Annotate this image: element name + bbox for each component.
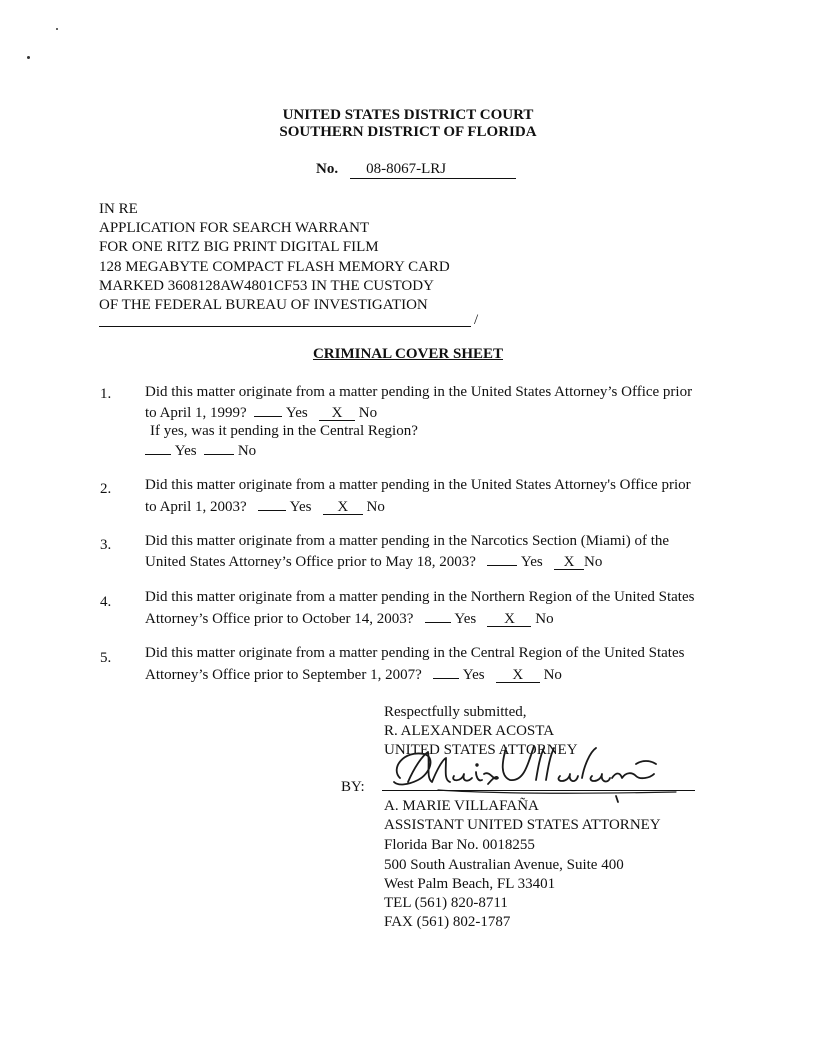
question-text: United States Attorney’s Office prior to May 18, 2003? (145, 554, 476, 570)
us-attorney-name: R. ALEXANDER ACOSTA (384, 723, 555, 739)
caption-line: OF THE FEDERAL BUREAU OF INVESTIGATION (99, 296, 428, 313)
x-mark: X (512, 667, 524, 683)
yes-blank (258, 496, 286, 511)
x-mark: X (504, 611, 515, 627)
bar-number: Florida Bar No. 0018255 (384, 837, 535, 853)
caption-rule (99, 326, 471, 327)
fax: FAX (561) 802-1787 (384, 914, 511, 930)
us-attorney-title: UNITED STATES ATTORNEY (384, 742, 578, 758)
by-label: BY: (341, 779, 365, 795)
caption-line: APPLICATION FOR SEARCH WARRANT (99, 220, 370, 237)
question-text: to April 1, 1999? (145, 405, 247, 421)
no-blank (496, 668, 540, 683)
question-text: Did this matter originate from a matter pending in the Central Region of the United States (145, 645, 685, 661)
question-text: Did this matter originate from a matter pending in the Narcotics Section (Miami) of the (145, 533, 670, 549)
scan-speck (56, 28, 58, 30)
question-number: 2. (100, 481, 112, 497)
x-mark: X (563, 554, 575, 570)
case-caption (99, 200, 450, 315)
telephone: TEL (561) 820-8711 (384, 895, 508, 911)
yes-blank (425, 608, 451, 623)
no-blank (554, 555, 584, 570)
closing: Respectfully submitted, (384, 704, 527, 720)
caption-line: 128 MEGABYTE COMPACT FLASH MEMORY CARD (99, 258, 450, 275)
no-label: No (366, 499, 385, 515)
question-answer-line (145, 496, 385, 517)
caption-line: IN RE (99, 201, 138, 217)
sub-question-answer-line (145, 440, 256, 461)
no-blank (319, 406, 355, 421)
question-answer-line (145, 608, 554, 629)
no-label: No (358, 405, 378, 421)
signer-title: ASSISTANT UNITED STATES ATTORNEY (384, 817, 661, 833)
question-number: 5. (100, 650, 112, 666)
no-blank (487, 612, 531, 627)
caption-line: MARKED 3608128AW4801CF53 IN THE CUSTODY (99, 277, 434, 294)
address-line: 500 South Australian Avenue, Suite 400 (384, 857, 624, 873)
case-number-value: 08-8067-LRJ (350, 160, 516, 179)
no-label: No (535, 611, 554, 627)
x-mark: X (337, 499, 349, 515)
x-mark: X (331, 405, 343, 421)
yes-blank (433, 664, 459, 679)
no-label: No (584, 554, 603, 570)
question-text: Attorney’s Office prior to September 1, 2007? (145, 667, 422, 683)
no-blank (323, 500, 363, 515)
yes-label: Yes (462, 667, 485, 683)
yes-label: Yes (285, 405, 308, 421)
question-number: 1. (100, 386, 112, 402)
question-number: 3. (100, 537, 112, 553)
question-text: Did this matter originate from a matter pending in the United States Attorney's Office prior (145, 477, 691, 493)
no-label: No (237, 443, 257, 459)
yes-label: Yes (289, 499, 312, 515)
scan-speck (27, 56, 30, 59)
question-text: to April 1, 2003? (145, 499, 247, 515)
yes-label: Yes (174, 443, 197, 459)
question-text: Attorney’s Office prior to October 14, 2003? (145, 611, 414, 627)
signer-name: A. MARIE VILLAFAÑA (384, 798, 539, 814)
yes-label: Yes (454, 611, 477, 627)
caption-slash: / (474, 312, 479, 328)
court-district: SOUTHERN DISTRICT OF FLORIDA (279, 124, 537, 140)
question-answer-line (145, 551, 602, 572)
sub-question-text: If yes, was it pending in the Central Region? (150, 423, 418, 439)
yes-label: Yes (520, 554, 543, 570)
case-number (316, 160, 516, 179)
question-text: Did this matter originate from a matter pending in the United States Attorney’s Office prior (145, 384, 693, 400)
question-answer-line (145, 402, 377, 423)
cover-sheet-title: CRIMINAL COVER SHEET (312, 346, 504, 362)
no-label: No (543, 667, 562, 683)
signature-line (382, 790, 695, 791)
no-blank (204, 440, 234, 455)
question-text: Did this matter originate from a matter pending in the Northern Region of the United States (145, 589, 695, 605)
question-number: 4. (100, 594, 112, 610)
question-answer-line (145, 664, 562, 685)
yes-blank (254, 402, 282, 417)
caption-line: FOR ONE RITZ BIG PRINT DIGITAL FILM (99, 239, 379, 256)
yes-blank (487, 551, 517, 566)
yes-blank (145, 440, 171, 455)
address-line: West Palm Beach, FL 33401 (384, 876, 556, 892)
case-number-label: No. (316, 161, 339, 177)
court-name: UNITED STATES DISTRICT COURT (282, 107, 534, 123)
